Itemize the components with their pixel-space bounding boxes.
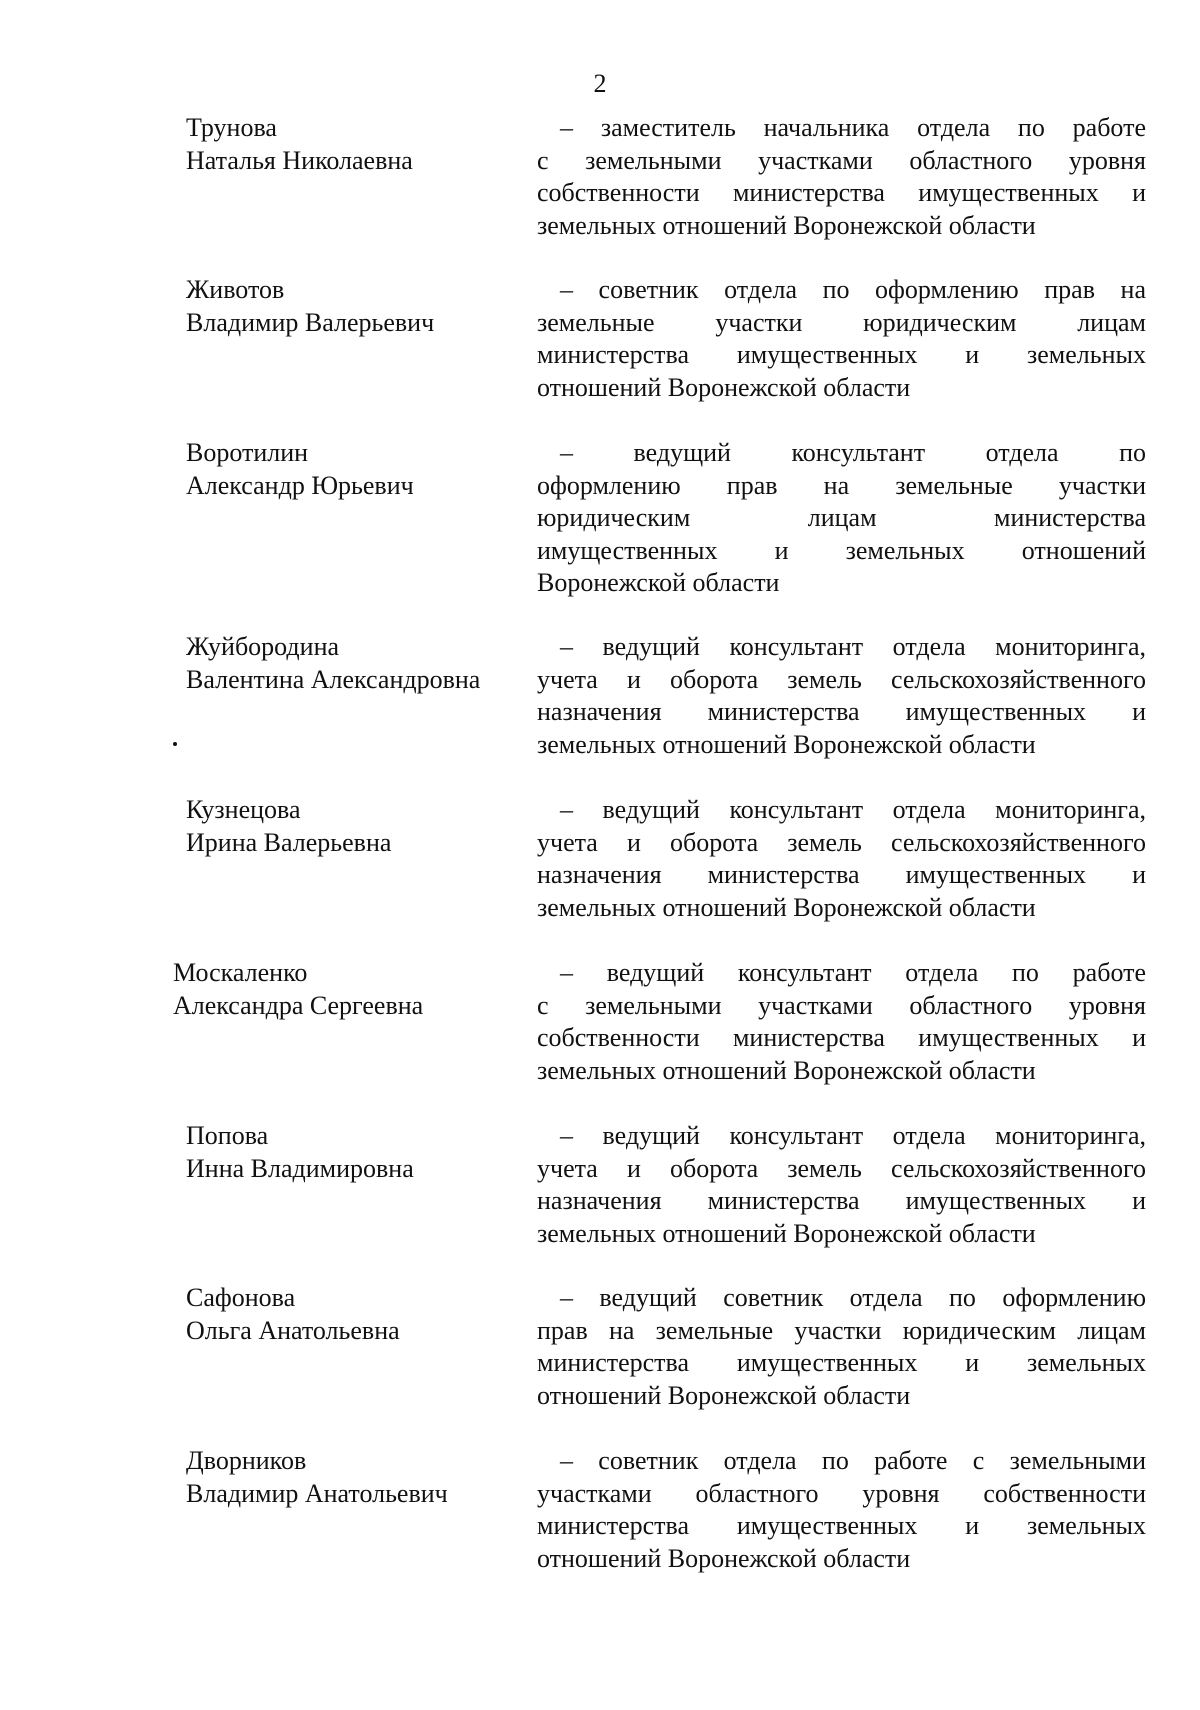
position-line: земельных отношений Воронежской области [537, 729, 1036, 759]
staff-surname: Москаленко [173, 958, 308, 987]
position-line: учета и оборота земель сельскохозяйственного [537, 827, 1146, 857]
position-line: Воронежской области [537, 568, 780, 598]
staff-name [186, 631, 516, 696]
staff-surname: Сафонова [186, 1283, 296, 1312]
position-line: министерства имущественных и земельных [537, 1348, 1146, 1378]
position-line: учета и оборота земель сельскохозяйственного [537, 664, 1146, 694]
staff-position [537, 112, 1146, 242]
position-line: – советник отдела по работе с земельными [560, 1446, 1146, 1475]
staff-given-names: Ирина Валерьевна [186, 827, 392, 857]
staff-name [186, 1282, 516, 1347]
staff-position [537, 794, 1146, 924]
page-number: 2 [593, 69, 607, 98]
position-line: земельных отношений Воронежской области [537, 210, 1036, 240]
staff-surname: Дворников [186, 1446, 307, 1475]
position-line: министерства имущественных и земельных [537, 340, 1146, 370]
position-line: оформлению прав на земельные участки [537, 470, 1146, 500]
position-line: назначения министерства имущественных и [537, 697, 1146, 727]
staff-given-names: Наталья Николаевна [186, 145, 413, 175]
staff-name [186, 1445, 516, 1510]
staff-name [173, 957, 503, 1022]
position-line: имущественных и земельных отношений [537, 535, 1146, 565]
position-line: учета и оборота земель сельскохозяйственного [537, 1153, 1146, 1183]
staff-position [537, 957, 1146, 1087]
staff-surname: Жуйбородина [186, 632, 340, 661]
position-line: земельных отношений Воронежской области [537, 892, 1036, 922]
position-line: отношений Воронежской области [537, 1380, 911, 1410]
staff-position [537, 274, 1146, 404]
staff-given-names: Александр Юрьевич [186, 470, 414, 500]
position-line: отношений Воронежской области [537, 372, 911, 402]
position-line: – заместитель начальника отдела по работе [560, 113, 1146, 142]
staff-surname: Воротилин [186, 438, 309, 467]
position-line: – ведущий консультант отдела по [560, 438, 1146, 467]
staff-position [537, 1445, 1146, 1575]
position-line: отношений Воронежской области [537, 1543, 911, 1573]
position-line: участками областного уровня собственности [537, 1478, 1146, 1508]
position-line: земельные участки юридическим лицам [537, 307, 1146, 337]
staff-given-names: Ольга Анатольевна [186, 1315, 400, 1345]
position-line: – ведущий консультант отдела мониторинга, [560, 795, 1146, 824]
position-line: министерства имущественных и земельных [537, 1511, 1146, 1541]
position-line: прав на земельные участки юридическим лицам [537, 1315, 1146, 1345]
staff-position [537, 631, 1146, 761]
position-line: с земельными участками областного уровня [537, 145, 1146, 175]
staff-given-names: Владимир Анатольевич [186, 1478, 448, 1508]
staff-name [186, 1120, 516, 1185]
position-line: – советник отдела по оформлению прав на [560, 275, 1146, 304]
position-line: – ведущий советник отдела по оформлению [560, 1283, 1146, 1312]
position-line: назначения министерства имущественных и [537, 1186, 1146, 1216]
position-line: – ведущий консультант отдела мониторинга, [560, 632, 1146, 661]
staff-surname: Кузнецова [186, 795, 301, 824]
staff-position [537, 1120, 1146, 1250]
position-line: – ведущий консультант отдела по работе [560, 958, 1146, 987]
staff-position [537, 437, 1146, 600]
position-line: собственности министерства имущественных и [537, 1023, 1146, 1053]
position-line: назначения министерства имущественных и [537, 860, 1146, 890]
position-line: земельных отношений Воронежской области [537, 1218, 1036, 1248]
stray-mark [173, 742, 177, 746]
staff-name [186, 437, 516, 502]
position-line: – ведущий консультант отдела мониторинга, [560, 1121, 1146, 1150]
staff-surname: Попова [186, 1121, 269, 1150]
position-line: юридическим лицам министерства [537, 503, 1146, 533]
staff-given-names: Инна Владимировна [186, 1153, 414, 1183]
position-line: собственности министерства имущественных и [537, 178, 1146, 208]
position-line: земельных отношений Воронежской области [537, 1055, 1036, 1085]
staff-surname: Трунова [186, 113, 277, 142]
staff-position [537, 1282, 1146, 1412]
staff-name [186, 112, 516, 177]
staff-given-names: Владимир Валерьевич [186, 307, 435, 337]
staff-surname: Животов [186, 275, 285, 304]
staff-given-names: Валентина Александровна [186, 664, 481, 694]
staff-name [186, 274, 516, 339]
staff-name [186, 794, 516, 859]
staff-given-names: Александра Сергеевна [173, 990, 424, 1020]
position-line: с земельными участками областного уровня [537, 990, 1146, 1020]
